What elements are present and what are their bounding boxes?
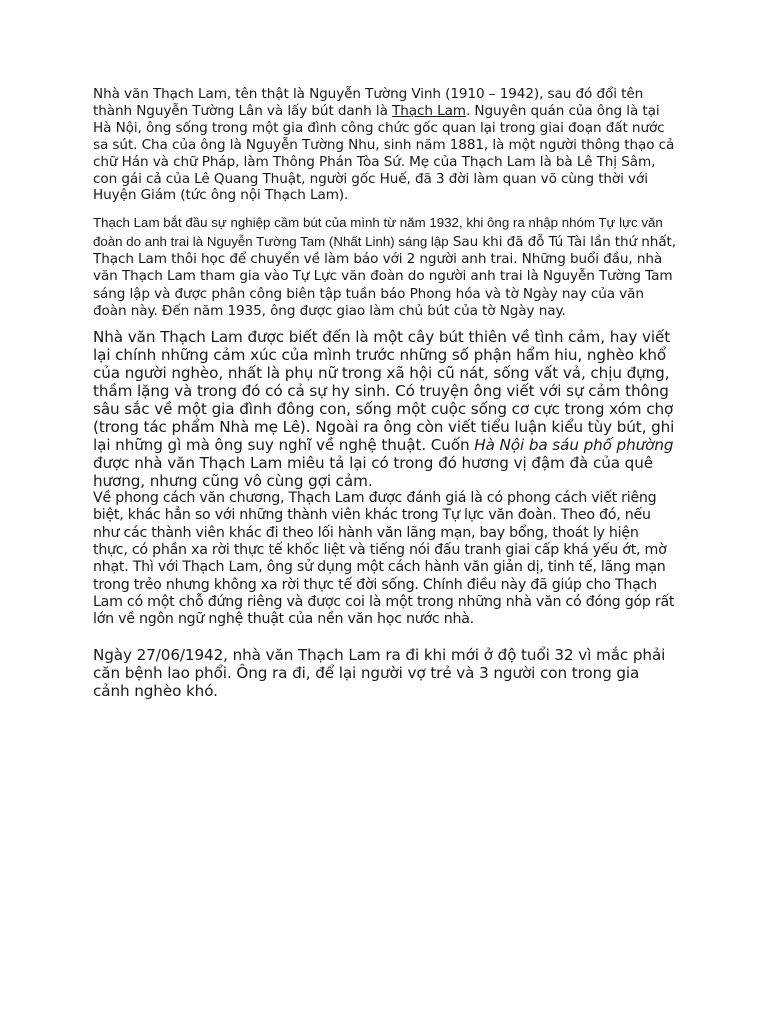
paragraph-career	[93, 214, 677, 320]
book-title: Hà Nội ba sáu phố phường	[474, 436, 674, 455]
career-text-end: Sau khi đã đỗ Tú Tài lần thứ nhất, Thạch Lam thôi học để chuyển về làm báo với 2 người anh trai. Những buổi đầu, nhà văn Thạch Lam tham gia vào Tự Lực văn đoàn do người anh trai là Nguyễn Tường Tam sáng lập và được phân công biên tập tuần báo Phong hóa và tờ Ngày nay của văn đoàn này. Đến năm 1935, ông được giao làm chủ bút của tờ Ngày nay.	[93, 233, 676, 319]
paragraph-writing	[93, 328, 677, 490]
paragraph-style: Về phong cách văn chương, Thạch Lam được đánh giá là có phong cách viết riêng biệt, khác hẳn so với những thành viên khác trong Tự lực văn đoàn. Theo đó, nếu như các thành viên khác đi theo lối hành văn lãng mạn, bay bổng, thoát ly hiện thực, có phần xa rời thực tế khốc liệt và tiếng nói đấu tranh giai cấp khá yếu ớt, mờ nhạt. Thì với Thạch Lam, ông sử dụng một cách hành văn giản dị, tinh tế, lãng mạn trong trẻo nhưng không xa rời thực tế đời sống. Chính điều này đã giúp cho Thạch Lam có một chỗ đứng riêng và được coi là một trong những nhà văn có đóng góp rất lớn về ngôn ngữ nghệ thuật của nền văn học nước nhà.	[93, 490, 675, 628]
biography-text-end: . Nguyên quán của ông là tại Hà Nội, ông sống trong một gia đình công chức gốc quan lại trong giai đoạn đất nước sa sút. Cha của ông là Nguyễn Tường Nhu, sinh năm 1881, là một người thông thạo cả chữ Hán và chữ Pháp, làm Thông Phán Tòa Sứ. Mẹ của Thạch Lam là bà Lê Thị Sâm, con gái cả của Lê Quang Thuật, người gốc Huế, đã 3 đời làm quan võ cùng thời với Huyện Giám (tức ông nội Thạch Lam).	[93, 102, 675, 204]
thach-lam-link[interactable]: Thạch Lam	[392, 102, 466, 119]
document-body	[93, 86, 677, 701]
paragraph-biography	[93, 86, 677, 204]
career-text-start: Thạch Lam bắt đầu sự nghiệp cầm bút của mình từ năm 1932, khi ông ra nhập nhóm Tự lực văn đoàn do anh trai là Nguyễn Tường Tam (Nhất Linh) sáng lập	[93, 215, 663, 249]
writing-text-start: Nhà văn Thạch Lam được biết đến là một cây bút thiên về tình cảm, hay viết lại chính những cảm xúc của mình trước những số phận hẩm hiu, nghèo khổ của người nghèo, nhất là phụ nữ trong xã hội cũ nát, sống vất vả, chịu đựng, thầm lặng và trong đó có cả sự hy sinh. Có truyện ông viết với sự cảm thông sâu sắc về một gia đình đông con, sống một cuộc sống cơ cực trong xóm chợ (trong tác phẩm Nhà mẹ Lê). Ngoài ra ông còn viết tiểu luận kiểu tùy bút, ghi lại những gì mà ông suy nghĩ về nghệ thuật. Cuốn	[93, 328, 675, 455]
writing-text-end: được nhà văn Thạch Lam miêu tả lại có trong đó hương vị đậm đà của quê hương, nhưng cũng vô cùng gợi cảm.	[93, 454, 653, 491]
biography-text-start: Nhà văn Thạch Lam, tên thật là Nguyễn Tường Vinh (1910 – 1942), sau đó đổi tên thành Nguyễn Tường Lân và lấy bút danh là	[93, 86, 644, 119]
paragraph-death: Ngày 27/06/1942, nhà văn Thạch Lam ra đi khi mới ở độ tuổi 32 vì mắc phải căn bệnh lao phổi. Ông ra đi, để lại người vợ trẻ và 3 người con trong gia cảnh nghèo khó.	[93, 645, 666, 701]
